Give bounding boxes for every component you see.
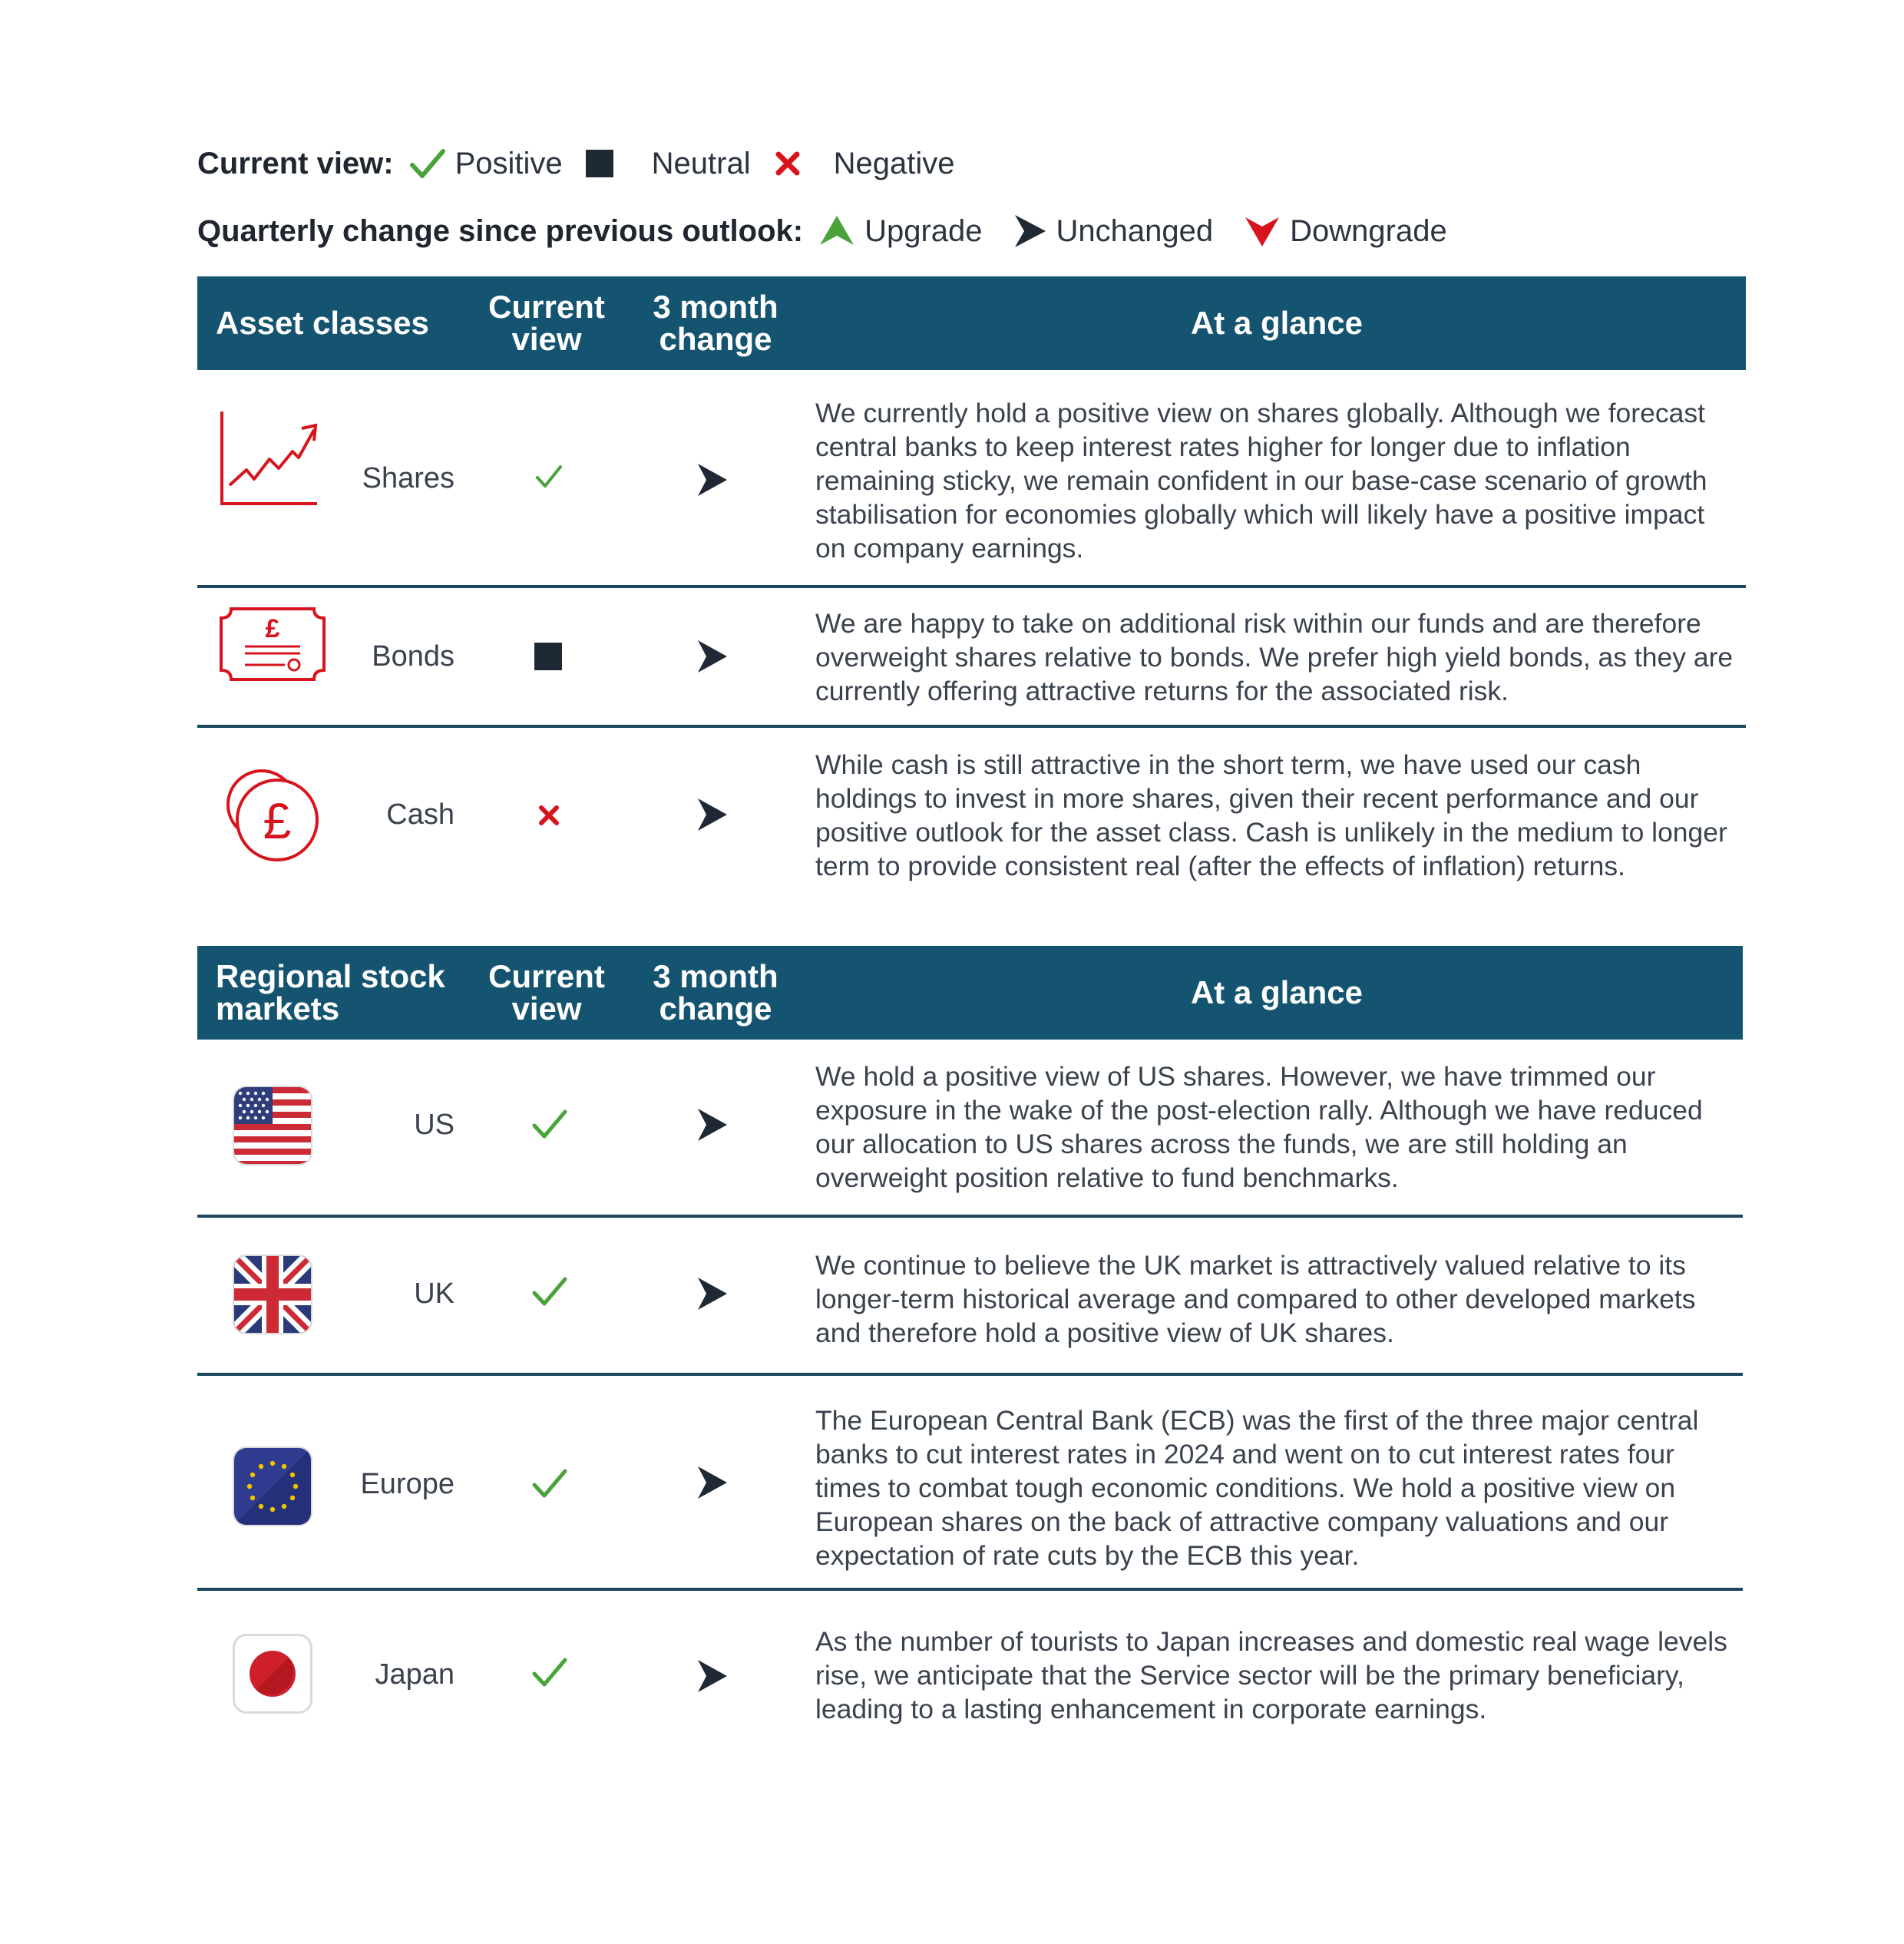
header-at-a-glance: At a glance: [1190, 974, 1364, 1010]
region-row-uk: [197, 1218, 1746, 1373]
asset-name: Cash: [386, 798, 455, 831]
neutral-square-icon: [584, 148, 615, 179]
region-name: UK: [414, 1278, 455, 1310]
header-current-view: Current view: [488, 289, 605, 357]
region-name: Europe: [360, 1468, 455, 1500]
region-name: Japan: [375, 1658, 455, 1691]
asset-description: We are happy to take on additional risk within our funds and are therefore overweight shares relative to bonds. We prefer high yield bonds, as they are currently offering attractive returns for the associated risk.: [815, 608, 1734, 706]
positive-check-icon: [535, 464, 563, 490]
svg-text:£: £: [265, 614, 280, 643]
asset-description: While cash is still attractive in the short term, we have used our cash holdings to invest in more shares, given their recent performance and our positive outlook for the asset class. Cash is unlikely in the medium to longer term to provide consistent real (after the effects of inflation) returns.: [815, 749, 1727, 881]
bond-certificate-icon: [219, 607, 326, 682]
region-description: We hold a positive view of US shares. However, we have trimmed our exposure in the wake of the post-election rally. Although we have reduced our allocation to US shares across the funds, we are still holding an overweight position relative to fund benchmarks.: [815, 1061, 1703, 1193]
region-row-japan: [197, 1591, 1746, 1760]
region-row-us: [197, 1040, 1746, 1216]
legend-neutral: Neutral: [651, 147, 751, 180]
region-table-header: [197, 946, 1743, 1040]
unchanged-arrow-icon: [1013, 213, 1047, 249]
asset-row-cash: [197, 728, 1746, 912]
unchanged-arrow-icon: [696, 797, 729, 832]
legend-positive: Positive: [455, 147, 563, 180]
asset-description: We currently hold a positive view on shares globally. Although we forecast central banks to keep interest rates higher for longer due to inflation remaining sticky, we remain confident in our base-case scenario of growth stabilisation for economies globally which will likely have a positive impact on company earnings.: [815, 398, 1707, 564]
asset-row-shares: [197, 370, 1746, 587]
unchanged-arrow-icon: [696, 1276, 729, 1311]
region-description: We continue to believe the UK market is attractively valued relative to its longer-term historical average and compared to other developed markets and therefore hold a positive view of UK shares.: [815, 1250, 1696, 1348]
downgrade-arrow-icon: [1244, 214, 1281, 248]
region-row-europe: [197, 1376, 1746, 1588]
unchanged-arrow-icon: [696, 1465, 729, 1500]
us-flag-icon: [231, 1084, 314, 1167]
neutral-square-icon: [533, 641, 564, 672]
asset-row-bonds: [197, 588, 1746, 725]
legend-unchanged: Unchanged: [1056, 214, 1214, 248]
unchanged-arrow-icon: [696, 462, 729, 498]
positive-check-icon: [531, 1275, 568, 1308]
legend-negative: Negative: [833, 147, 955, 180]
header-regional-stock-markets: Regional stock markets: [216, 958, 445, 1027]
unchanged-arrow-icon: [696, 639, 729, 674]
asset-table-header: [197, 276, 1746, 370]
header-current-view: Current view: [488, 958, 605, 1027]
svg-text:£: £: [263, 792, 292, 849]
unchanged-arrow-icon: [696, 1658, 729, 1694]
positive-check-icon: [531, 1655, 568, 1689]
asset-name: Bonds: [372, 640, 455, 673]
negative-cross-icon: [772, 148, 803, 179]
quarterly-change-label: Quarterly change since previous outlook:: [197, 214, 804, 248]
quarterly-change-legend: [197, 210, 1469, 253]
header-3-month-change: 3 month change: [653, 289, 778, 357]
positive-check-icon: [531, 1466, 568, 1500]
negative-cross-icon: [537, 803, 561, 828]
positive-check-icon: [409, 147, 446, 180]
legend-downgrade: Downgrade: [1290, 214, 1447, 248]
region-description: The European Central Bank (ECB) was the first of the three major central banks to cut interest rates in 2024 and went on to cut interest rates four times to combat tough economic conditions. We hold a positive view on European shares on the back of attractive company valuations and our expectation of rate cuts by the ECB this year.: [815, 1405, 1699, 1571]
positive-check-icon: [531, 1107, 568, 1141]
pound-coins-icon: [225, 768, 320, 863]
header-asset-classes: Asset classes: [216, 305, 429, 341]
region-description: As the number of tourists to Japan increases and domestic real wage levels rise, we anticipate that the Service sector will be the primary beneficiary, leading to a lasting enhancement in corporate earnings.: [815, 1626, 1727, 1724]
unchanged-arrow-icon: [696, 1107, 729, 1142]
current-view-legend: [197, 142, 977, 185]
upgrade-arrow-icon: [818, 214, 855, 248]
eu-flag-icon: [231, 1445, 314, 1528]
legend-upgrade: Upgrade: [864, 214, 983, 248]
region-name: US: [414, 1109, 455, 1141]
current-view-label: Current view:: [197, 147, 394, 180]
line-chart-icon: [219, 408, 319, 508]
asset-name: Shares: [362, 462, 455, 494]
uk-flag-icon: [231, 1253, 314, 1336]
header-at-a-glance: At a glance: [1190, 305, 1364, 341]
header-3-month-change: 3 month change: [653, 958, 778, 1027]
japan-flag-icon: [231, 1632, 314, 1715]
